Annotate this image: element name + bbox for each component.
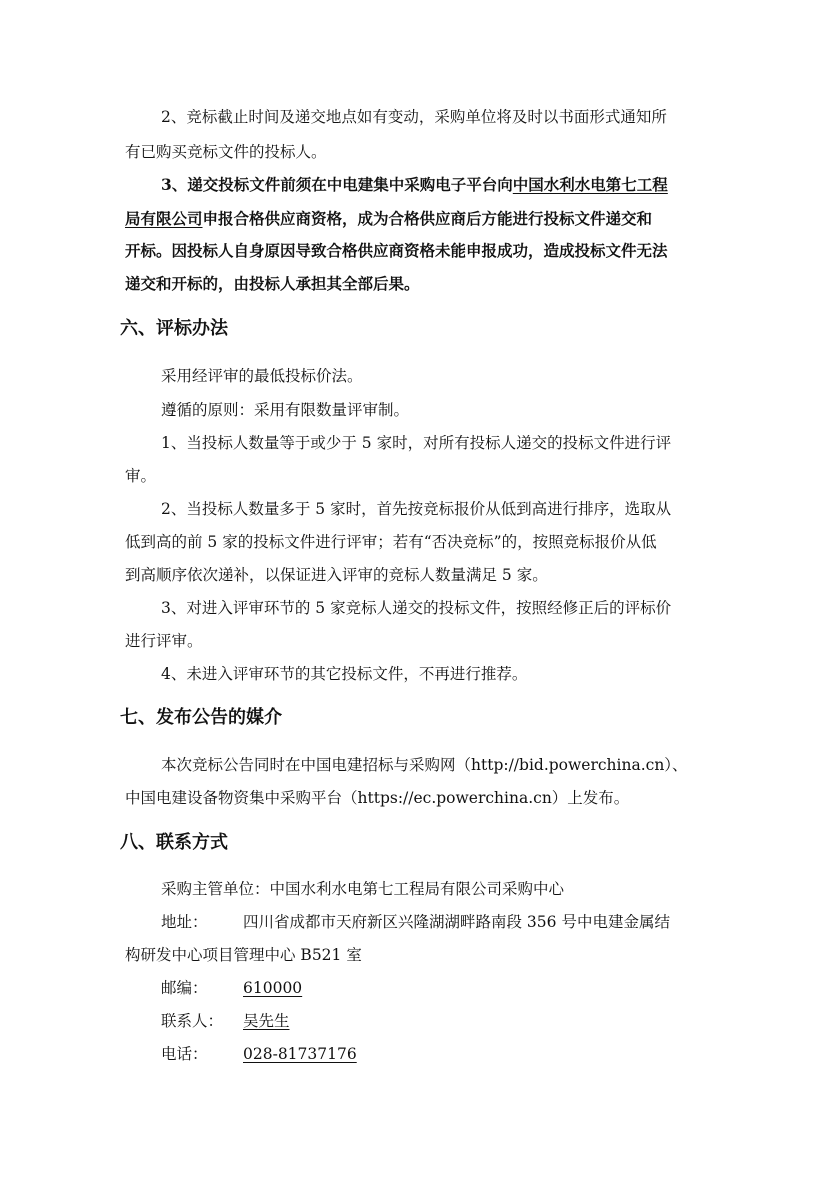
section-6-item1-line1: 1、当投标人数量等于或少于 5 家时，对所有投标人递交的投标文件进行评 [161, 434, 672, 452]
postcode-label-char2: 编： [176, 979, 208, 997]
address-label-char1: 地 [161, 913, 177, 931]
section-7-line1: 本次竞标公告同时在中国电建招标与采购网（http://bid.powerchina.cn）、 [161, 756, 688, 774]
contact-label [161, 1011, 243, 1031]
contact-label-char3: 人： [192, 1012, 224, 1030]
address-line1 [161, 912, 670, 932]
contact-label-char1: 联 [161, 1012, 177, 1030]
phone-label-char1: 电 [161, 1045, 177, 1063]
section-6-item1-line2: 审。 [125, 467, 157, 485]
paragraph-3-suffix: 申报合格供应商资格，成为合格供应商后方能进行投标文件递交和 [202, 209, 653, 228]
contact-row [161, 1011, 290, 1031]
phone-label [161, 1044, 243, 1064]
section-7-heading: 七、发布公告的媒介 [120, 707, 282, 728]
section-6-item3-line2: 进行评审。 [125, 632, 203, 650]
paragraph-2-line2: 有已购买竞标文件的投标人。 [125, 143, 327, 161]
postcode-row [161, 978, 302, 998]
phone-label-char2: 话： [176, 1045, 208, 1063]
phone-value: 028-81737176 [243, 1045, 357, 1063]
paragraph-3-line4: 递交和开标的，由投标人承担其全部后果。 [125, 274, 420, 293]
section-6-p1: 采用经评审的最低投标价法。 [161, 367, 363, 385]
section-6-heading: 六、评标办法 [120, 318, 228, 339]
address-value-line1: 四川省成都市天府新区兴隆湖湖畔路南段 356 号中电建金属结 [243, 913, 670, 931]
address-label-char2: 址： [176, 913, 208, 931]
address-line2: 构研发中心项目管理中心 B521 室 [125, 946, 362, 964]
section-6-p2: 遵循的原则：采用有限数量评审制。 [161, 401, 410, 419]
section-6-item2-line3: 到高顺序依次递补，以保证进入评审的竞标人数量满足 5 家。 [125, 566, 548, 584]
section-6-item2-line1: 2、当投标人数量多于 5 家时，首先按竞标报价从低到高进行排序，选取从 [161, 500, 672, 518]
company-name-part2: 局有限公司 [125, 209, 203, 228]
address-label [161, 912, 243, 932]
paragraph-3-line1 [161, 175, 668, 195]
paragraph-3-line2 [125, 209, 652, 229]
procurement-unit: 采购主管单位：中国水利水电第七工程局有限公司采购中心 [161, 880, 565, 898]
section-8-heading: 八、联系方式 [120, 832, 228, 853]
company-name-part1: 中国水利水电第七工程 [512, 175, 668, 194]
contact-value: 吴先生 [243, 1012, 290, 1030]
postcode-label-char1: 邮 [161, 979, 177, 997]
section-6-item4: 4、未进入评审环节的其它投标文件，不再进行推荐。 [161, 665, 528, 683]
section-7-line2: 中国电建设备物资集中采购平台（https://ec.powerchina.cn）上发布。 [125, 789, 630, 807]
postcode-label [161, 978, 243, 998]
paragraph-3-line3: 开标。因投标人自身原因导致合格供应商资格未能申报成功，造成投标文件无法 [125, 241, 668, 260]
section-6-item3-line1: 3、对进入评审环节的 5 家竞标人递交的投标文件，按照经修正后的评标价 [161, 599, 672, 617]
section-6-item2-line2: 低到高的前 5 家的投标文件进行评审；若有“否决竞标”的，按照竞标报价从低 [125, 533, 657, 551]
contact-label-char2: 系 [176, 1012, 193, 1030]
paragraph-3-prefix: 3、递交投标文件前须在中电建集中采购电子平台向 [161, 175, 513, 194]
phone-row [161, 1044, 357, 1064]
postcode-value: 610000 [243, 979, 303, 997]
paragraph-2-line1: 2、竞标截止时间及递交地点如有变动，采购单位将及时以书面形式通知所 [161, 108, 667, 126]
